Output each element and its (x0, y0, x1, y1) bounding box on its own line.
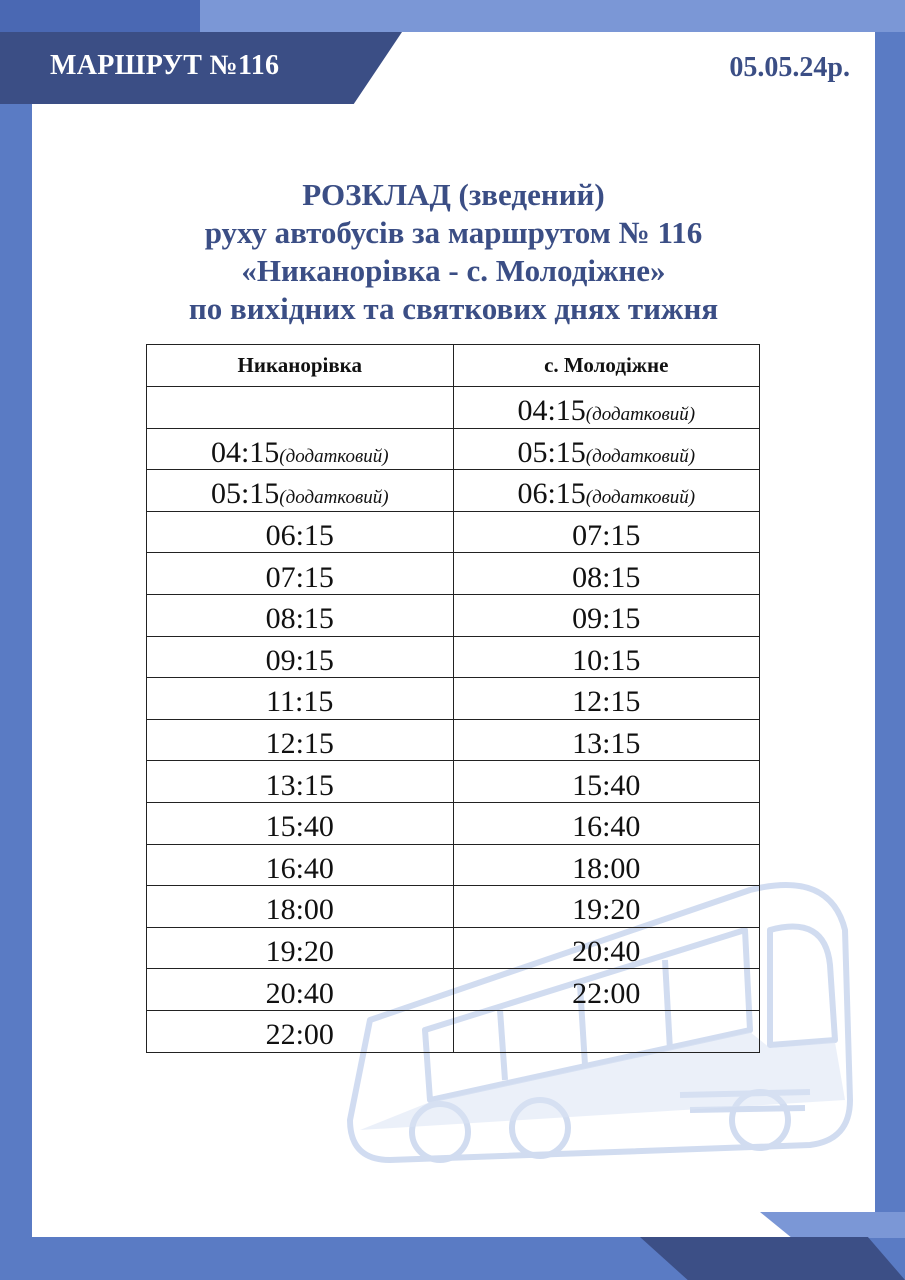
departure-molodizhne (453, 594, 760, 636)
departure-time: 13:15 (265, 768, 334, 802)
departure-time: 08:15 (572, 560, 641, 594)
table-row (147, 594, 760, 636)
departure-time: 16:40 (265, 851, 334, 885)
schedule-title (32, 176, 875, 328)
departure-time: 15:40 (572, 768, 641, 802)
departure-nykanorivka (147, 719, 454, 761)
departure-nykanorivka (147, 844, 454, 886)
departure-molodizhne (453, 553, 760, 595)
table-row (147, 470, 760, 512)
departure-molodizhne (453, 927, 760, 969)
departure-time: 20:40 (572, 935, 641, 969)
departure-time: 16:40 (572, 810, 641, 844)
departure-time: 04:15 (210, 435, 280, 469)
title-line-2: руху автобусів за маршрутом № 116 (204, 215, 703, 250)
departure-time: 19:20 (572, 893, 641, 927)
departure-nykanorivka (147, 387, 454, 429)
departure-time: 06:15 (265, 519, 334, 553)
departure-molodizhne (453, 387, 760, 429)
frame-top-corner (0, 0, 230, 32)
table-row (147, 553, 760, 595)
departure-time: 06:15 (517, 477, 586, 511)
departure-time: 12:15 (265, 727, 334, 761)
departure-time: 04:15 (517, 394, 586, 428)
extra-trip-note: (додатковий) (585, 487, 696, 509)
departure-time: 15:40 (265, 810, 334, 844)
schedule-date: 05.05.24р. (729, 52, 850, 83)
departure-time: 05:15 (517, 435, 586, 469)
column-header-nykanorivka: Никанорівка (147, 345, 454, 387)
departure-molodizhne (453, 969, 760, 1011)
departure-time: 07:15 (572, 519, 641, 553)
departure-time: 20:40 (265, 976, 334, 1010)
departure-time: 08:15 (265, 602, 334, 636)
departure-molodizhne (453, 802, 760, 844)
schedule-table (146, 344, 760, 1053)
extra-trip-note: (додатковий) (585, 404, 696, 426)
title-line-1: РОЗКЛАД (зведений) (302, 177, 605, 212)
departure-molodizhne (453, 844, 760, 886)
departure-molodizhne (453, 678, 760, 720)
route-label: МАРШРУТ №116 (50, 50, 280, 81)
extra-trip-note: (додатковий) (279, 487, 389, 509)
table-row (147, 927, 760, 969)
departure-time: 19:20 (265, 935, 334, 969)
departure-molodizhne (453, 511, 760, 553)
departure-molodizhne (453, 428, 760, 470)
extra-trip-note: (додатковий) (279, 445, 389, 467)
departure-molodizhne (453, 470, 760, 512)
table-row (147, 511, 760, 553)
table-row (147, 719, 760, 761)
departure-molodizhne (453, 636, 760, 678)
departure-time: 09:15 (265, 643, 334, 677)
departure-nykanorivka (147, 511, 454, 553)
departure-nykanorivka (147, 470, 454, 512)
departure-nykanorivka (147, 553, 454, 595)
departure-nykanorivka (147, 761, 454, 803)
departure-nykanorivka (147, 802, 454, 844)
table-row (147, 802, 760, 844)
departure-time: 11:15 (266, 685, 334, 719)
departure-time: 07:15 (265, 560, 334, 594)
table-row (147, 1010, 760, 1052)
table-row (147, 387, 760, 429)
departure-nykanorivka (147, 886, 454, 928)
table-row (147, 844, 760, 886)
departure-time: 13:15 (572, 727, 641, 761)
table-row (147, 969, 760, 1011)
title-line-3: «Никанорівка - с. Молодіжне» (241, 253, 666, 288)
departure-nykanorivka (147, 1010, 454, 1052)
departure-time: 18:00 (572, 851, 641, 885)
frame-bottom-band (640, 1237, 905, 1280)
departure-time: 22:00 (265, 1018, 334, 1052)
table-row (147, 428, 760, 470)
departure-time: 12:15 (572, 685, 641, 719)
table-row (147, 761, 760, 803)
departure-molodizhne (453, 761, 760, 803)
departure-molodizhne (453, 1010, 760, 1052)
extra-trip-note: (додатковий) (585, 445, 696, 467)
frame-top-band (200, 0, 905, 32)
table-row (147, 678, 760, 720)
departure-time: 22:00 (572, 976, 641, 1010)
departure-molodizhne (453, 886, 760, 928)
column-header-molodizhne: с. Молодіжне (453, 345, 760, 387)
table-row (147, 886, 760, 928)
departure-nykanorivka (147, 594, 454, 636)
table-row (147, 636, 760, 678)
departure-nykanorivka (147, 636, 454, 678)
departure-time: 05:15 (210, 477, 280, 511)
departure-molodizhne (453, 719, 760, 761)
departure-nykanorivka (147, 969, 454, 1011)
departure-nykanorivka (147, 678, 454, 720)
departure-time: 10:15 (572, 643, 641, 677)
departure-nykanorivka (147, 927, 454, 969)
title-line-4: по вихідних та святкових днях тижня (188, 291, 719, 326)
table-header-row (147, 345, 760, 387)
departure-time: 18:00 (265, 893, 334, 927)
departure-time: 09:15 (572, 602, 641, 636)
departure-nykanorivka (147, 428, 454, 470)
